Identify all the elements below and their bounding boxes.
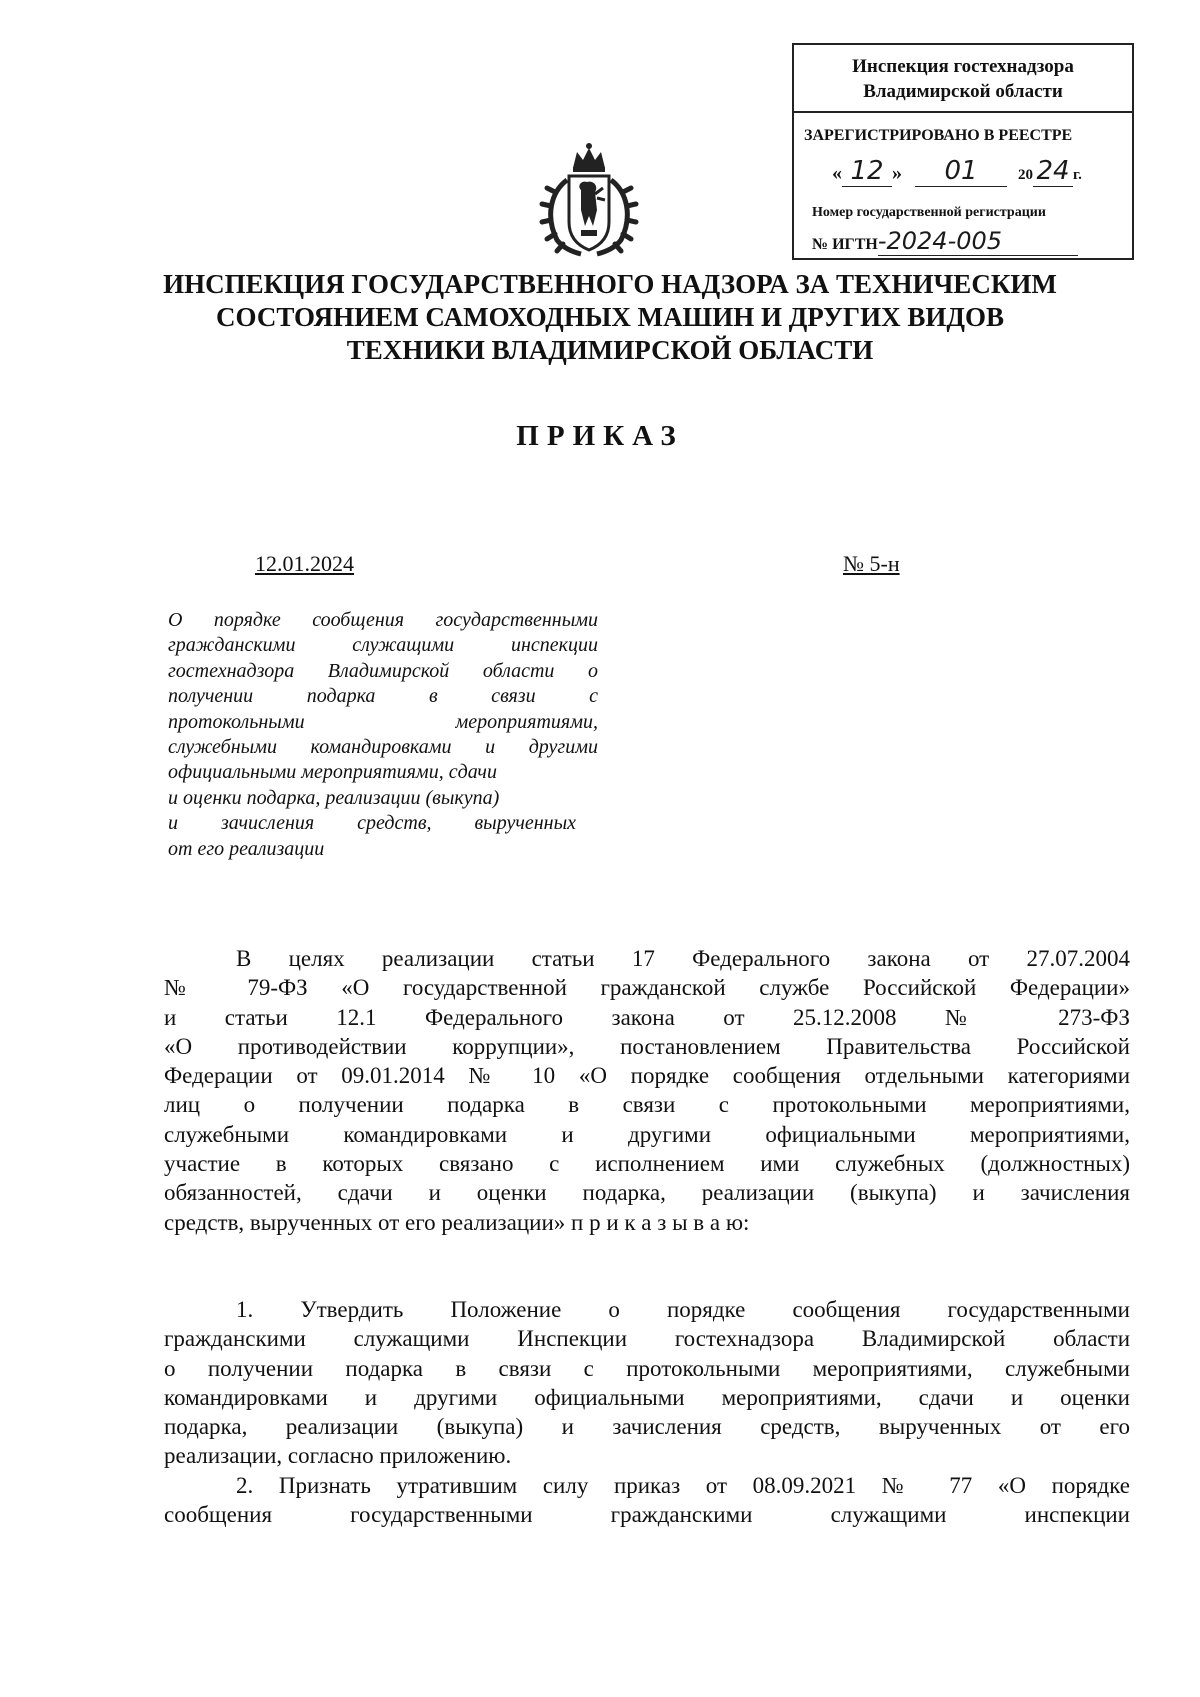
- preamble-line: средств, вырученных от его реализации» п р и к а з ы в а ю:: [164, 1209, 750, 1235]
- preamble-line: служебными командировками и другими официальными мероприятиями,: [164, 1121, 1130, 1147]
- subject-line: от его реализации: [168, 837, 325, 860]
- stamp-reg-number-value: -2024-005: [878, 227, 1078, 256]
- stamp-header: [794, 45, 1132, 113]
- stamp-date-close-quote: »: [892, 162, 902, 184]
- subject-line: протокольными мероприятиями,: [168, 710, 598, 733]
- stamp-date-year-g: г.: [1073, 167, 1082, 183]
- order-date: 12.01.2024: [255, 551, 354, 576]
- preamble-line: участие в которых связано с исполнением ими служебных (должностных): [164, 1151, 1130, 1177]
- item1-line: подарка, реализации (выкупа) и зачисления средств, вырученных от его: [164, 1414, 1130, 1440]
- stamp-registered-label: ЗАРЕГИСТРИРОВАНО В РЕЕСТРЕ: [804, 127, 1073, 144]
- subject-line: официальными мероприятиями, сдачи: [168, 761, 497, 784]
- stamp-reg-number: [812, 227, 1078, 256]
- org-line-3: ТЕХНИКИ ВЛАДИМИРСКОЙ ОБЛАСТИ: [346, 335, 874, 365]
- org-line-2: СОСТОЯНИЕМ САМОХОДНЫХ МАШИН И ДРУГИХ ВИДОВ: [216, 302, 1004, 332]
- stamp-org-line-2: Владимирской области: [863, 81, 1063, 102]
- stamp-org-line-1: Инспекция гостехнадзора: [852, 56, 1074, 77]
- subject-line: и оценки подарка, реализации (выкупа): [168, 786, 500, 809]
- coat-of-arms-icon: [537, 140, 641, 258]
- stamp-date-day: 12: [842, 156, 892, 187]
- order-item-2: [164, 1471, 1130, 1530]
- subject-line: гостехнадзора Владимирской области о: [168, 659, 598, 682]
- organization-name: [110, 268, 1110, 367]
- item1-line: реализации, согласно приложению.: [164, 1443, 512, 1469]
- item1-line: 1. Утвердить Положение о порядке сообщения государственными: [236, 1297, 1130, 1322]
- item2-line: 2. Признать утратившим силу приказ от 08.09.2021 № 77 «О порядке: [236, 1473, 1130, 1498]
- stamp-date: [832, 156, 1082, 187]
- stamp-reg-number-prefix: № ИГТН: [812, 236, 878, 253]
- preamble-line: Федерации от 09.01.2014 № 10 «О порядке сообщения отдельными категориями: [164, 1063, 1130, 1089]
- item1-line: о получении подарка в связи с протокольными мероприятиями, служебными: [164, 1355, 1130, 1381]
- document-type-title: ПРИКАЗ: [516, 420, 684, 452]
- preamble-paragraph: [164, 944, 1130, 1237]
- preamble-line: лиц о получении подарка в связи с протокольными мероприятиями,: [164, 1092, 1130, 1118]
- subject-line: гражданскими служащими инспекции: [168, 634, 598, 657]
- item1-line: гражданскими служащими Инспекции гостехнадзора Владимирской области: [164, 1326, 1130, 1352]
- subject-line: получении подарка в связи с: [168, 685, 598, 708]
- item2-line: сообщения государственными гражданскими служащими инспекции: [164, 1502, 1130, 1528]
- subject-line: служебными командировками и другими: [168, 736, 598, 759]
- org-line-1: ИНСПЕКЦИЯ ГОСУДАРСТВЕННОГО НАДЗОРА ЗА ТЕХНИЧЕСКИМ: [163, 269, 1057, 299]
- subject-line: и зачисления средств, вырученных: [168, 812, 576, 835]
- stamp-reg-number-label: Номер государственной регистрации: [812, 205, 1046, 220]
- order-item-1: [164, 1295, 1130, 1471]
- order-number: № 5-н: [843, 551, 900, 576]
- subject-line: О порядке сообщения государственными: [168, 609, 598, 631]
- stamp-date-year-suffix: 24: [1033, 156, 1073, 187]
- stamp-date-open-quote: «: [832, 162, 842, 184]
- stamp-date-month: 01: [915, 156, 1007, 187]
- preamble-line: В целях реализации статьи 17 Федерального закона от 27.07.2004: [236, 946, 1130, 971]
- preamble-line: и статьи 12.1 Федерального закона от 25.12.2008 № 273-ФЗ: [164, 1004, 1130, 1030]
- preamble-line: обязанностей, сдачи и оценки подарка, реализации (выкупа) и зачисления: [164, 1180, 1130, 1206]
- order-subject: [168, 608, 598, 862]
- item1-line: командировками и другими официальными мероприятиями, сдачи и оценки: [164, 1384, 1130, 1410]
- preamble-line: № 79-ФЗ «О государственной гражданской службе Российской Федерации»: [164, 975, 1130, 1001]
- registration-stamp: [792, 43, 1134, 260]
- preamble-line: «О противодействии коррупции», постановлением Правительства Российской: [164, 1033, 1130, 1059]
- stamp-date-year-prefix: 20: [1018, 167, 1033, 183]
